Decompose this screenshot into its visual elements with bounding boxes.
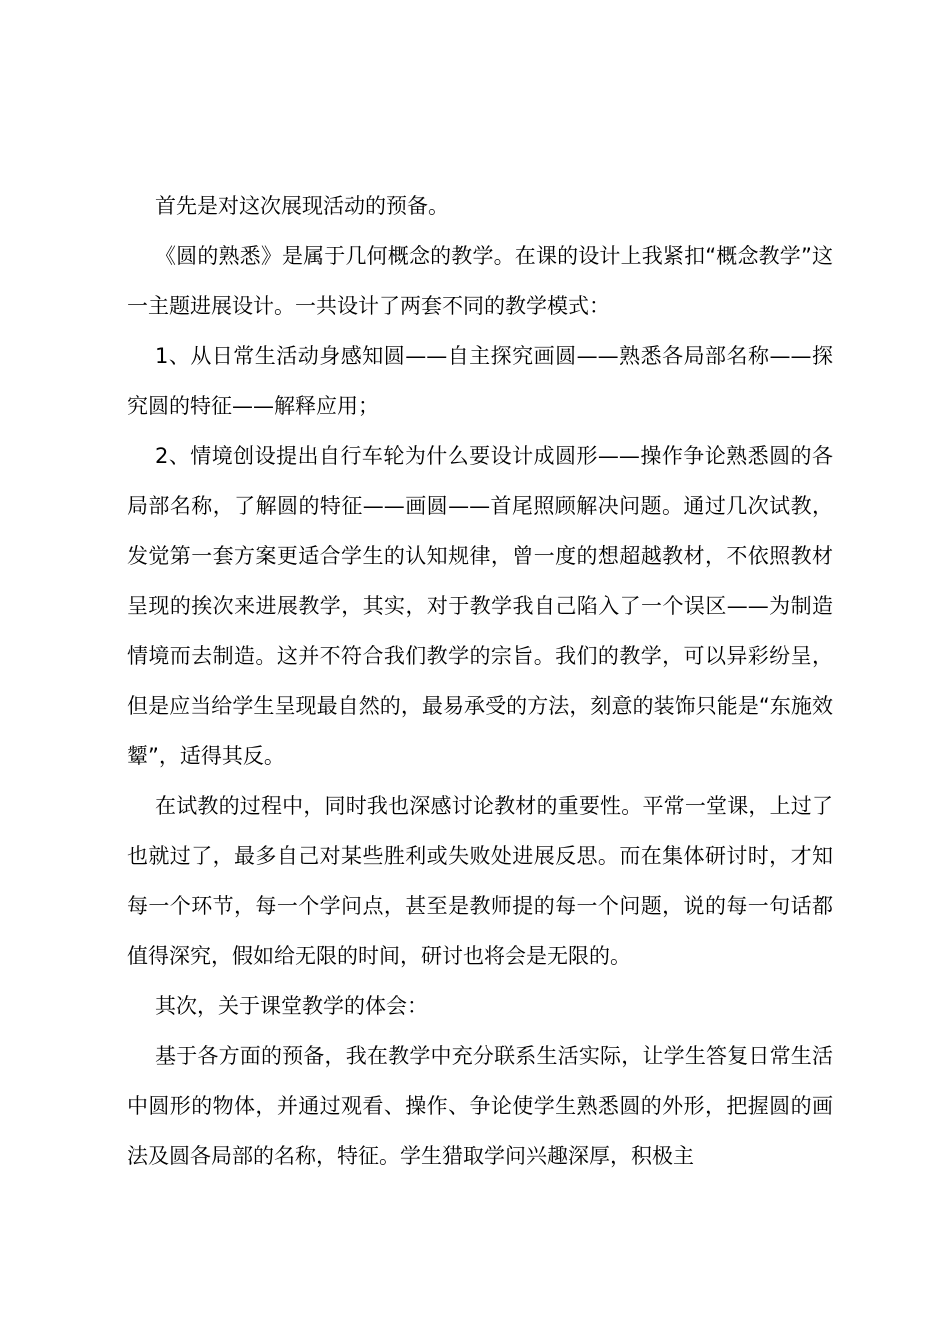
document-body: [127, 181, 833, 1181]
paragraph-classroom-experience: 其次，关于课堂教学的体会：: [155, 994, 428, 1018]
paragraph-concept-teaching: 《圆的熟悉》是属于几何概念的教学。在课的设计上我紧扣“概念教学”这一主题进展设计。一共设计了两套不同的教学模式：: [127, 244, 833, 318]
paragraph-trial-teaching: 在试教的过程中，同时我也深感讨论教材的重要性。平常一堂课，上过了也就过了，最多自己对某些胜利或失败处进展反思。而在集体研讨时，才知每一个环节，每一个学问点，甚至是教师提的每一个问题，说的每一句话都值得深究，假如给无限的时间，研讨也将会是无限的。: [127, 794, 833, 968]
paragraph-teaching-practice: 基于各方面的预备，我在教学中充分联系生活实际，让学生答复日常生活中圆形的物体，并通过观看、操作、争论使学生熟悉圆的外形，把握圆的画法及圆各局部的名称，特征。学生猎取学问兴趣深厚，积极主: [127, 1044, 833, 1168]
paragraph-mode-two: 2、情境创设提出自行车轮为什么要设计成圆形——操作争论熟悉圆的各局部名称，了解圆的特征——画圆——首尾照顾解决问题。通过几次试教，发觉第一套方案更适合学生的认知规律，曾一度的想超越教材，不依照教材呈现的挨次来进展教学，其实，对于教学我自己陷入了一个误区——为制造情境而去制造。这并不符合我们教学的宗旨。我们的教学，可以异彩纷呈，但是应当给学生呈现最自然的，最易承受的方法，刻意的装饰只能是“东施效颦”，适得其反。: [127, 444, 833, 768]
paragraph-preparation-intro: 首先是对这次展现活动的预备。: [155, 194, 449, 218]
paragraph-mode-one: 1、从日常生活动身感知圆——自主探究画圆——熟悉各局部名称——探究圆的特征——解释应用；: [127, 344, 833, 418]
